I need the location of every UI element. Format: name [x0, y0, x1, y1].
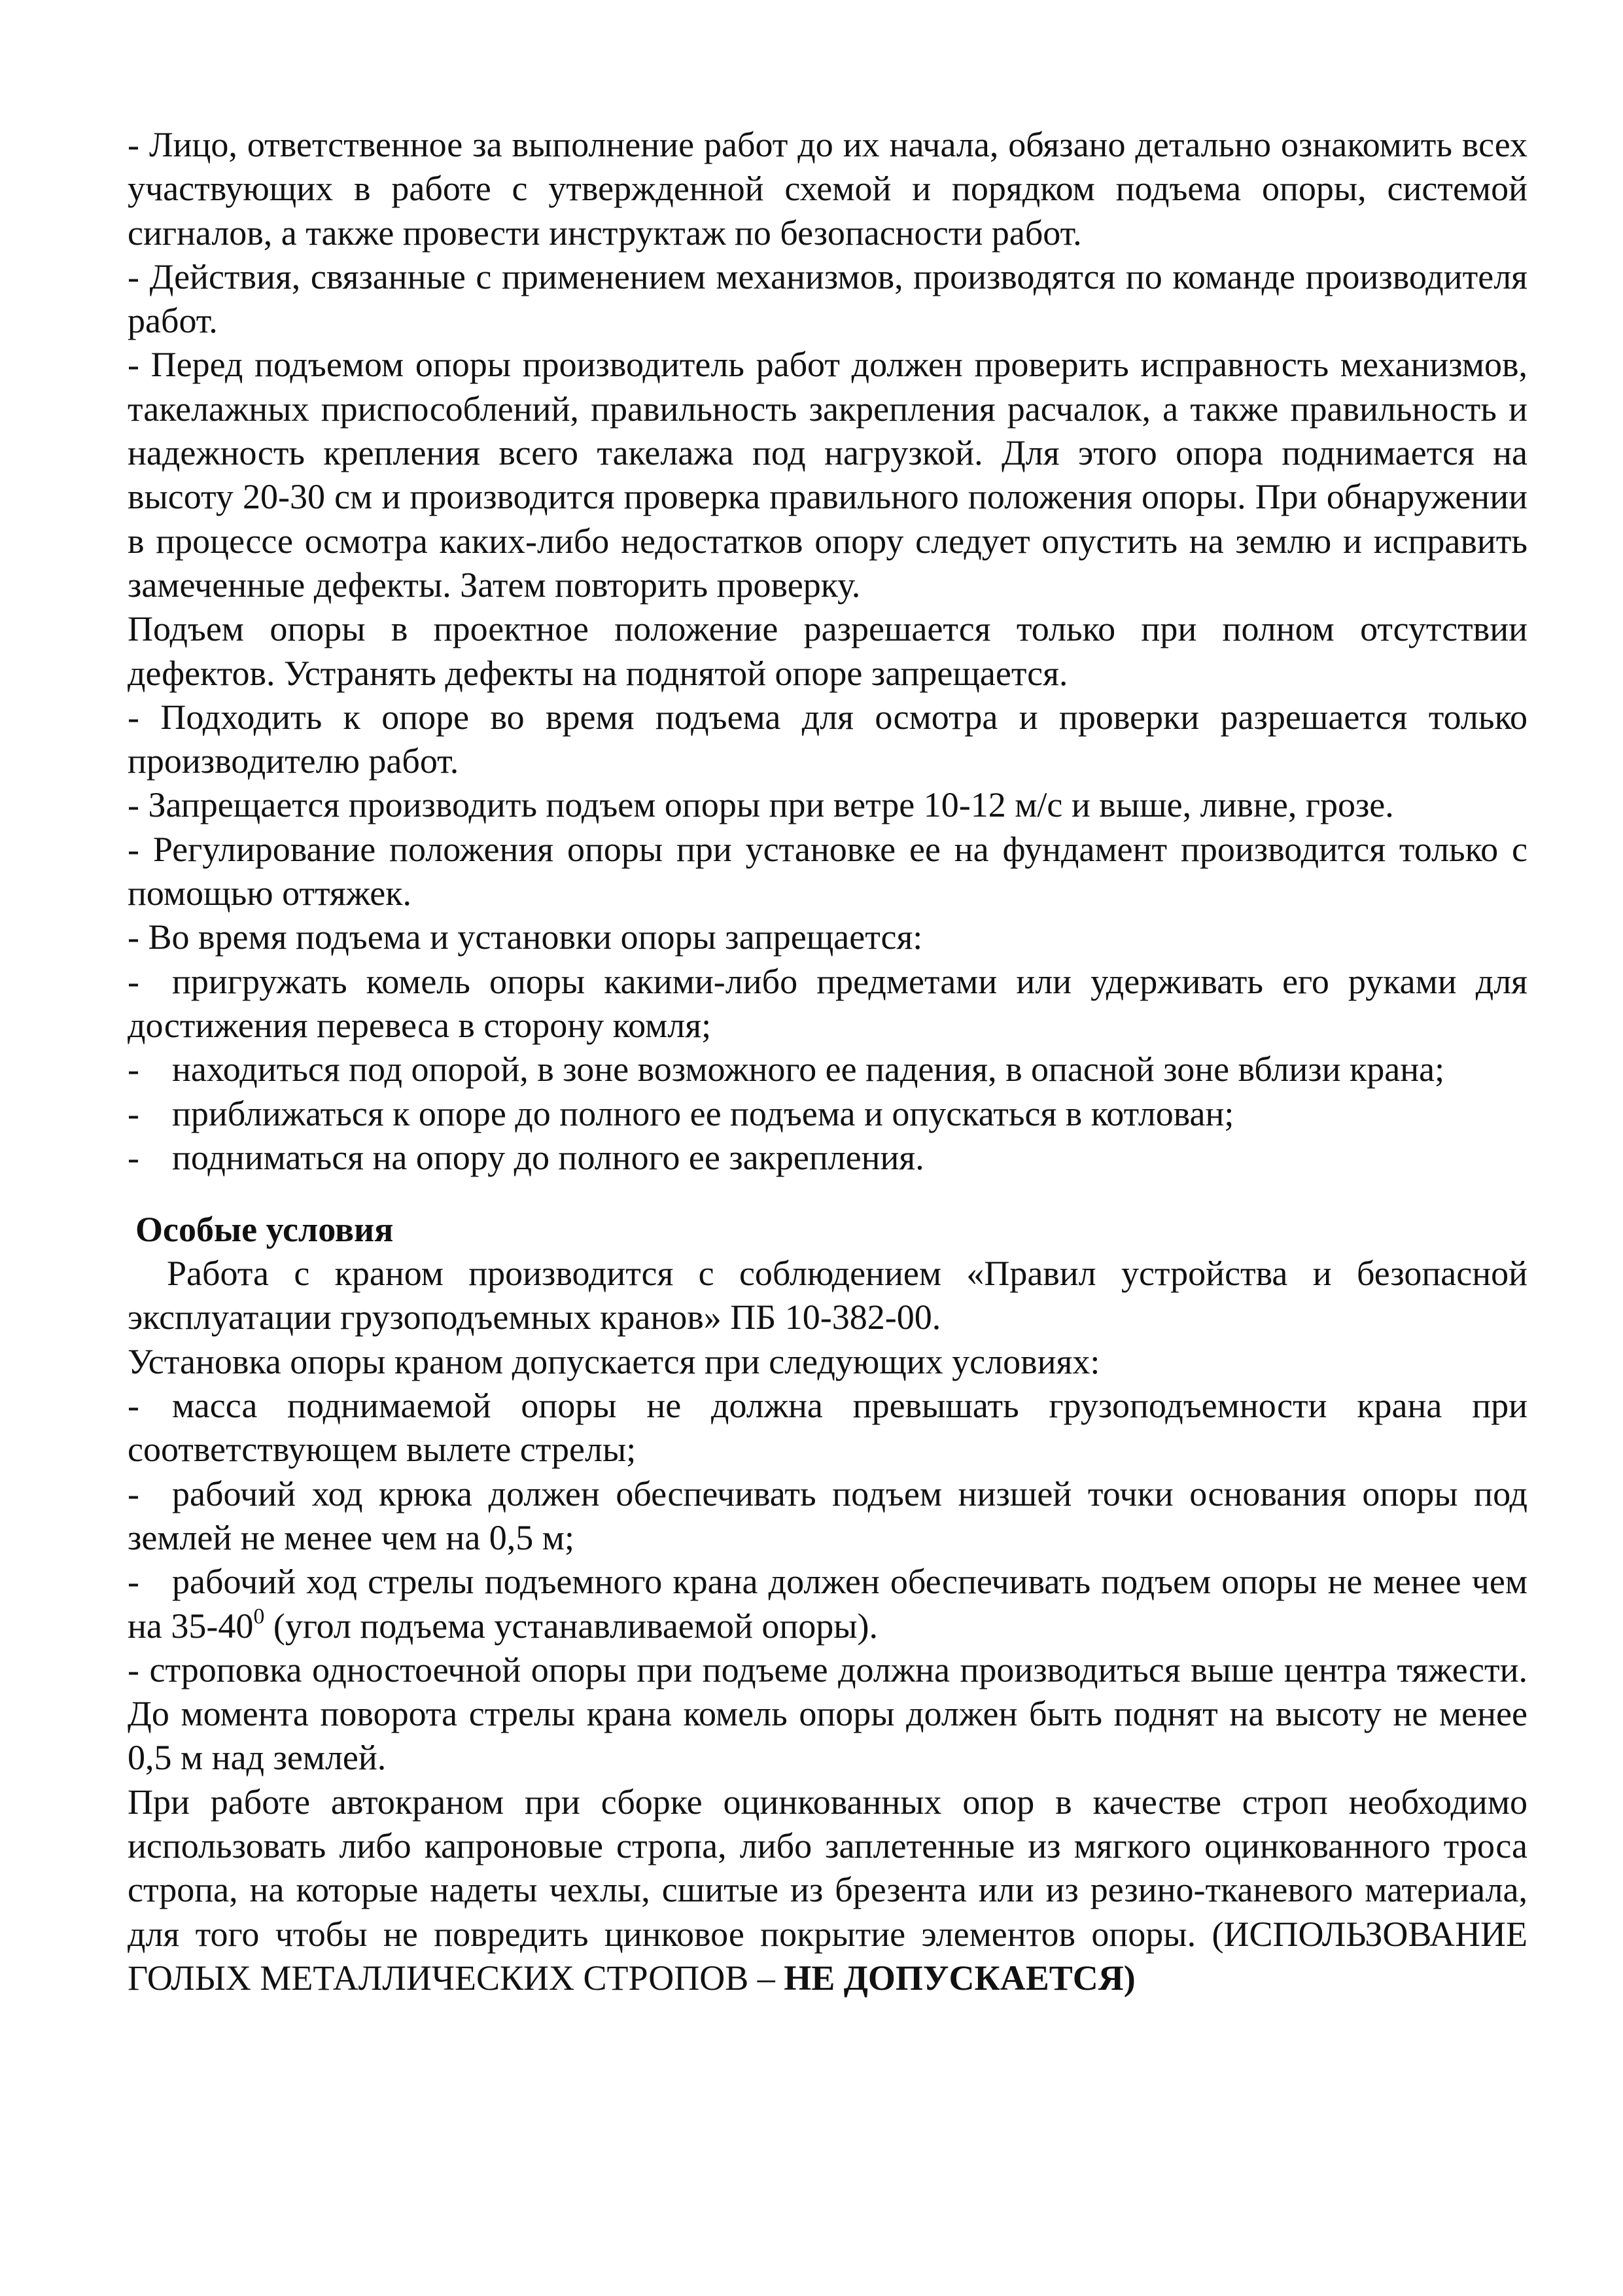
rule-text: - Действия, связанные с применением механизмов, производятся по команде производителя работ.	[128, 256, 1527, 341]
dash-marker: -	[128, 1050, 139, 1089]
rule-paragraph	[128, 255, 1527, 344]
dash-marker: -	[128, 1137, 139, 1177]
list-item	[128, 960, 1527, 1048]
rule-text: находиться под опорой, в зоне возможного ее падения, в опасной зоне вблизи крана;	[172, 1050, 1445, 1089]
degree-superscript: 0	[253, 1604, 265, 1629]
dash-marker: -	[128, 1562, 139, 1602]
condition-text: рабочий ход крюка должен обеспечивать подъем низшей точки основания опоры под землей не менее чем на 0,5 м;	[128, 1474, 1527, 1557]
rule-text: - Регулирование положения опоры при установке ее на фундамент производится только с помощью оттяжек.	[128, 829, 1527, 913]
condition-item	[128, 1560, 1527, 1648]
dash-marker: -	[128, 1093, 139, 1133]
dash-marker: -	[128, 961, 139, 1001]
condition-item	[128, 1384, 1527, 1472]
rule-text: - Запрещается производить подъем опоры при ветре 10-12 м/с и выше, ливне, грозе.	[128, 785, 1394, 825]
paragraph-conditions-lead: Установка опоры краном допускается при следующих условиях:	[128, 1341, 1100, 1381]
list-item	[128, 1092, 1527, 1136]
autocrane-text: При работе автокраном при сборке оцинкованных опор в качестве строп необходимо использовать либо капроновые стропа, либо заплетенные из мягкого оцинкованного троса стропа, на которые надеты чехлы, сшитые из брезента или из резино-тканевого материала, для того чтобы не повредить цинковое покрытие элементов опоры. (ИСПОЛЬЗОВАНИЕ ГОЛЫХ МЕТАЛЛИЧЕСКИХ СТРОПОВ –	[128, 1782, 1527, 1998]
rule-text: - Во время подъема и установки опоры запрещается:	[128, 917, 923, 957]
rule-text: Подъем опоры в проектное положение разрешается только при полном отсутствии дефектов. Устранять дефекты на поднятой опоре запрещается.	[128, 609, 1527, 693]
condition-text-tail: (угол подъема устанавливаемой опоры).	[264, 1606, 879, 1646]
dash-marker: -	[128, 1474, 139, 1513]
rule-paragraph	[128, 123, 1527, 255]
rule-text: приближаться к опоре до полного ее подъема и опускаться в котлован;	[172, 1093, 1234, 1133]
document-page	[128, 123, 1527, 2000]
section-heading: Особые условия	[135, 1210, 394, 1250]
rule-paragraph	[128, 783, 1527, 827]
rule-text: пригружать комель опоры какими-либо предметами или удерживать его руками для достижения перевеса в сторону комля;	[128, 961, 1527, 1045]
rule-text: - Перед подъемом опоры производитель работ должен проверить исправность механизмов, такелажных приспособлений, правильность закрепления расчалок, а также правильность и надежность крепления всего такелажа под нагрузкой. Для этого опора поднимается на высоту 20-30 см и производится проверка правильного положения опоры. При обнаружении в процессе осмотра каких-либо недостатков опору следует опустить на землю и исправить замеченные дефекты. Затем повторить проверку.	[128, 345, 1527, 605]
rule-text: подниматься на опору до полного ее закрепления.	[172, 1137, 924, 1177]
rule-paragraph	[128, 828, 1527, 916]
rule-paragraph	[128, 696, 1527, 784]
safety-rules	[128, 123, 1527, 1180]
condition-item	[128, 1472, 1527, 1561]
paragraph-slinging: - строповка одностоечной опоры при подъеме должна производиться выше центра тяжести. До момента поворота стрелы крана комель опоры должен быть поднят на высоту не менее 0,5 м над землей.	[128, 1650, 1527, 1778]
list-item	[128, 1136, 1527, 1180]
condition-text: масса поднимаемой опоры не должна превышать грузоподъемности крана при соответствующем вылете стрелы;	[128, 1386, 1527, 1470]
dash-marker: -	[128, 1386, 139, 1426]
list-item	[128, 1048, 1527, 1091]
condition-text: рабочий ход стрелы подъемного крана должен обеспечивать подъем опоры не менее чем на 35-40	[128, 1562, 1527, 1646]
autocrane-warning: НЕ ДОПУСКАЕТСЯ)	[784, 1958, 1136, 1998]
rule-text: - Подходить к опоре во время подъема для осмотра и проверки разрешается только производителю работ.	[128, 697, 1527, 781]
rule-paragraph	[128, 607, 1527, 696]
paragraph-autocrane	[128, 1780, 1527, 2000]
rule-text: - Лицо, ответственное за выполнение работ до их начала, обязано детально ознакомить всех участвующих в работе с утвержденной схемой и порядком подъема опоры, системой сигналов, а также провести инструктаж по безопасности работ.	[128, 125, 1527, 253]
paragraph-intro: Работа с краном производится с соблюдением «Правил устройства и безопасной эксплуатации грузоподъемных кранов» ПБ 10-382-00.	[128, 1254, 1527, 1337]
rule-paragraph	[128, 915, 1527, 959]
rule-paragraph	[128, 343, 1527, 607]
